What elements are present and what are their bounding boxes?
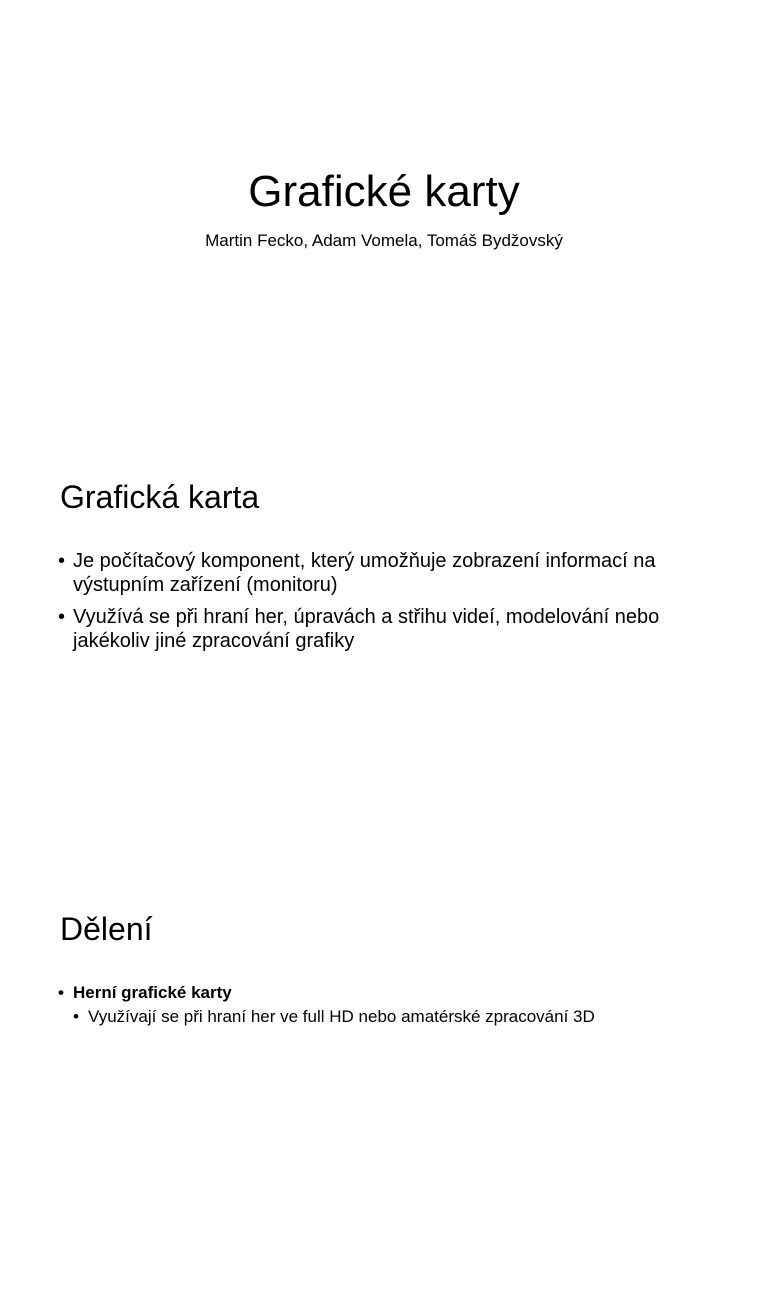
- bullet-item: [56, 982, 716, 1004]
- slide-heading: Grafická karta: [60, 479, 260, 515]
- bullet-item: [56, 549, 716, 597]
- bullet-icon: •: [58, 606, 66, 628]
- bullet-text: Využívá se při hraní her, úpravách a střihu videí, modelování nebo jakékoliv jiné zpracování grafiky: [73, 606, 660, 652]
- bullet-list: [56, 549, 716, 661]
- bullet-icon: •: [58, 983, 64, 1002]
- slide-title: [0, 0, 768, 432]
- sub-bullet-icon: •: [73, 1007, 79, 1026]
- bullet-text: Je počítačový komponent, který umožňuje zobrazení informací na výstupním zařízení (monitoru): [73, 550, 656, 596]
- presentation-authors: Martin Fecko, Adam Vomela, Tomáš Bydžovský: [205, 231, 563, 250]
- slide-division: [0, 864, 768, 1296]
- bullet-item: [56, 605, 716, 653]
- sub-bullet-text: Využívají se při hraní her ve full HD nebo amatérské zpracování 3D: [88, 1007, 595, 1026]
- presentation-title: Grafické karty: [248, 167, 520, 216]
- slide-heading: Dělení: [60, 911, 153, 947]
- bullet-icon: •: [58, 550, 66, 572]
- bullet-list: [56, 982, 716, 1028]
- sub-bullet-item: [56, 1006, 716, 1028]
- slide-graphics-card: [0, 432, 768, 864]
- bullet-text: Herní grafické karty: [73, 983, 232, 1002]
